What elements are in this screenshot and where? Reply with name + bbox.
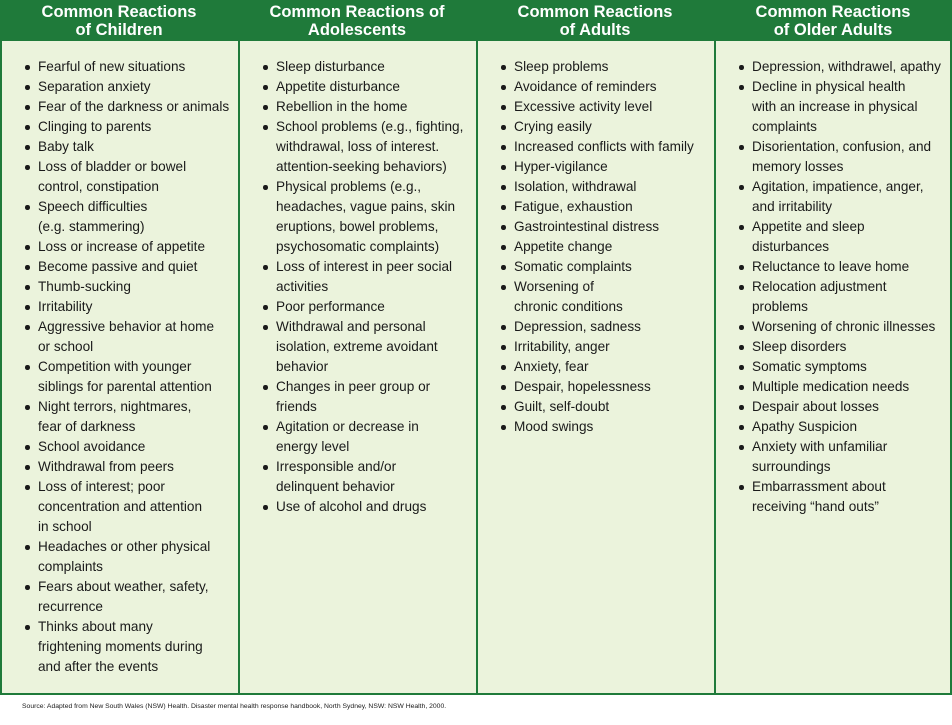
list-item: Sleep disturbance xyxy=(276,57,472,77)
header-children: Common Reactions of Children xyxy=(0,0,238,41)
header-adolescents: Common Reactions of Adolescents xyxy=(238,0,476,41)
list-item: Withdrawal and personal isolation, extreme avoidant behavior xyxy=(276,317,472,377)
header-adults: Common Reactions of Adults xyxy=(476,0,714,41)
list-item: Headaches or other physical complaints xyxy=(38,537,234,577)
list-item: Baby talk xyxy=(38,137,234,157)
list-item: Fears about weather, safety, recurrence xyxy=(38,577,234,617)
list-item: Irresponsible and/or delinquent behavior xyxy=(276,457,472,497)
list-item: Appetite disturbance xyxy=(276,77,472,97)
list-item: Avoidance of reminders xyxy=(514,77,710,97)
list-item: Embarrassment about receiving “hand outs” xyxy=(752,477,946,517)
list-item: Aggressive behavior at home or school xyxy=(38,317,234,357)
list-item: Use of alcohol and drugs xyxy=(276,497,472,517)
list-item: Anxiety, fear xyxy=(514,357,710,377)
list-item: Reluctance to leave home xyxy=(752,257,946,277)
list-item: Poor performance xyxy=(276,297,472,317)
column-older-adults xyxy=(714,41,952,695)
list-item: Fear of the darkness or animals xyxy=(38,97,234,117)
list-item: Excessive activity level xyxy=(514,97,710,117)
list-item: Thinks about many frightening moments during and after the events xyxy=(38,617,234,677)
list-item: Loss of interest in peer social activities xyxy=(276,257,472,297)
list-item: Withdrawal from peers xyxy=(38,457,234,477)
list-item: Appetite change xyxy=(514,237,710,257)
list-item: Apathy Suspicion xyxy=(752,417,946,437)
list-item: Depression, sadness xyxy=(514,317,710,337)
list-item: Become passive and quiet xyxy=(38,257,234,277)
list-item: Separation anxiety xyxy=(38,77,234,97)
list-item: Somatic complaints xyxy=(514,257,710,277)
list-item: Irritability, anger xyxy=(514,337,710,357)
column-children xyxy=(0,41,238,695)
list-item: Decline in physical health with an increase in physical complaints xyxy=(752,77,946,137)
list-item: Agitation or decrease in energy level xyxy=(276,417,472,457)
list-item: School avoidance xyxy=(38,437,234,457)
list-item: Competition with younger siblings for parental attention xyxy=(38,357,234,397)
list-item: Despair, hopelessness xyxy=(514,377,710,397)
list-item: Anxiety with unfamiliar surroundings xyxy=(752,437,946,477)
list-item: School problems (e.g., fighting, withdrawal, loss of interest. attention-seeking behaviors) xyxy=(276,117,472,177)
list-item: Rebellion in the home xyxy=(276,97,472,117)
list-item: Agitation, impatience, anger, and irritability xyxy=(752,177,946,217)
source-note: Source: Adapted from New South Wales (NSW) Health. Disaster mental health response handbook, North Sydney, NSW: NSW Health, 2000. xyxy=(22,703,447,710)
list-item: Gastrointestinal distress xyxy=(514,217,710,237)
list-item: Physical problems (e.g., headaches, vague pains, skin eruptions, bowel problems, psychosomatic complaints) xyxy=(276,177,472,257)
list-item: Guilt, self-doubt xyxy=(514,397,710,417)
column-adolescents xyxy=(238,41,476,695)
list-item: Changes in peer group or friends xyxy=(276,377,472,417)
list-item: Despair about losses xyxy=(752,397,946,417)
list-item: Mood swings xyxy=(514,417,710,437)
list-item: Crying easily xyxy=(514,117,710,137)
list-item: Multiple medication needs xyxy=(752,377,946,397)
list-item: Speech difficulties (e.g. stammering) xyxy=(38,197,234,237)
list-item: Night terrors, nightmares, fear of darkness xyxy=(38,397,234,437)
column-adults xyxy=(476,41,714,695)
list-item: Irritability xyxy=(38,297,234,317)
list-item: Loss of bladder or bowel control, constipation xyxy=(38,157,234,197)
list-adults xyxy=(478,57,714,437)
list-item: Loss or increase of appetite xyxy=(38,237,234,257)
list-item: Thumb-sucking xyxy=(38,277,234,297)
list-item: Sleep disorders xyxy=(752,337,946,357)
list-item: Appetite and sleep disturbances xyxy=(752,217,946,257)
list-item: Depression, withdrawel, apathy xyxy=(752,57,946,77)
list-item: Worsening of chronic illnesses xyxy=(752,317,946,337)
list-adolescents xyxy=(240,57,476,517)
list-children xyxy=(2,57,238,677)
header-older-adults: Common Reactions of Older Adults xyxy=(714,0,952,41)
list-item: Somatic symptoms xyxy=(752,357,946,377)
list-item: Worsening of chronic conditions xyxy=(514,277,710,317)
list-item: Fearful of new situations xyxy=(38,57,234,77)
list-item: Loss of interest; poor concentration and attention in school xyxy=(38,477,234,537)
list-older-adults xyxy=(716,57,950,517)
list-item: Hyper-vigilance xyxy=(514,157,710,177)
list-item: Clinging to parents xyxy=(38,117,234,137)
list-item: Relocation adjustment problems xyxy=(752,277,946,317)
list-item: Fatigue, exhaustion xyxy=(514,197,710,217)
list-item: Disorientation, confusion, and memory losses xyxy=(752,137,946,177)
list-item: Increased conflicts with family xyxy=(514,137,710,157)
list-item: Sleep problems xyxy=(514,57,710,77)
list-item: Isolation, withdrawal xyxy=(514,177,710,197)
